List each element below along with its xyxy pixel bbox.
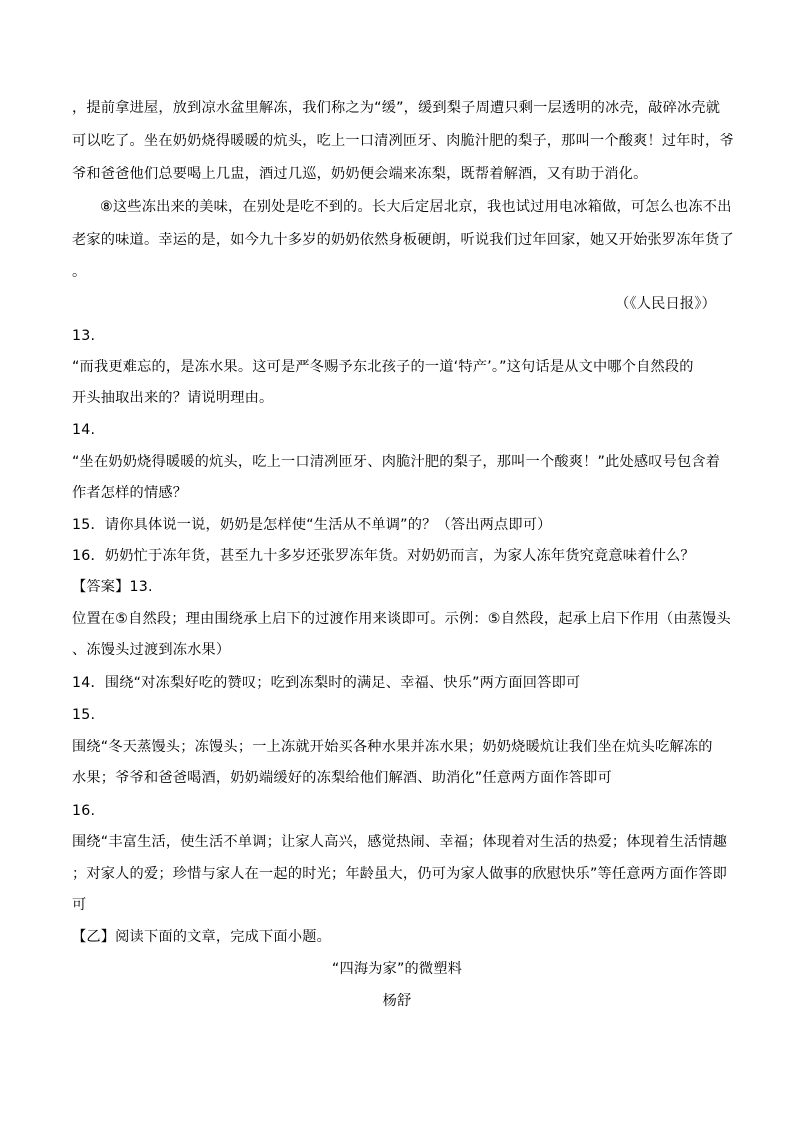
question-16: 16．奶奶忙于冻年货，甚至九十多岁还张罗冻年货。对奶奶而言，为家人冻年货究竟意味着什么？ — [72, 548, 695, 564]
answer-15-line2: 水果；爷爷和爸爸喝酒，奶奶端缓好的冻梨给他们解酒、助消化”任意两方面作答即可 — [72, 770, 612, 786]
answer-15-line1: 围绕“冬天蒸馒头；冻馒头；一上冻就开始买各种水果并冻水果；奶奶烧暖炕让我们坐在炕头吃解冻的 — [72, 739, 713, 755]
passage-p1-line1: ，提前拿进屋，放到凉水盆里解冻，我们称之为“缓”，缓到梨子周遭只剩一层透明的冰壳，敲碎冰壳就 — [72, 100, 721, 116]
passage-p8-line2: 老家的味道。幸运的是，如今九十多岁的奶奶依然身板硬朗，听说我们过年回家，她又开始张罗冻年货了 — [72, 232, 734, 248]
question-13-number: 13. — [72, 328, 96, 344]
answer-13-line1: 位置在⑤自然段；理由围绕承上启下的过渡作用来谈即可。示例：⑤自然段，起承上启下作用（由蒸馒头 — [72, 611, 731, 627]
question-15: 15．请你具体说一说，奶奶是怎样使“生活从不单调”的？（答出两点即可） — [72, 517, 552, 533]
passage-p1-line3: 爷和爸爸他们总要喝上几盅，酒过几巡，奶奶便会端来冻梨，既帮着解酒，又有助于消化。 — [72, 166, 648, 182]
section-intro: 【乙】阅读下面的文章，完成下面小题。 — [72, 929, 331, 945]
question-14-line1: “坐在奶奶烧得暖暖的炕头，吃上一口清冽匝牙、肉脆汁肥的梨子，那叫一个酸爽！”此处感叹号包含着 — [72, 454, 721, 470]
answer-14: 14．围绕“对冻梨好吃的赞叹；吃到冻梨时的满足、幸福、快乐”两方面回答即可 — [72, 675, 581, 691]
answer-15-number: 15. — [72, 707, 96, 723]
question-14-number: 14. — [72, 422, 96, 438]
question-13-line1: “而我更难忘的，是冻水果。这可是严冬赐予东北孩子的一道‘特产’。”这句话是从文中哪个自然段的 — [72, 359, 694, 375]
answer-13-line2: 、冻馒头过渡到冻水果） — [72, 642, 231, 658]
question-14-line2: 作者怎样的情感？ — [72, 485, 188, 501]
passage-source: （《人民日报》） — [615, 296, 716, 312]
answer-16-line3: 可 — [72, 897, 87, 913]
answer-header: 【答案】13. — [72, 579, 153, 595]
answer-16-line2: ；对家人的爱；珍惜与家人在一起的时光；年龄虽大，仍可为家人做事的欣慰快乐”等任意两方面作答即 — [72, 866, 727, 882]
answer-16-number: 16. — [72, 803, 96, 819]
article-title: “四海为家”的微塑料 — [331, 961, 463, 977]
answer-16-line1: 围绕“丰富生活，使生活不单调；让家人高兴，感觉热闹、幸福；体现着对生活的热爱；体现着生活情趣 — [72, 834, 727, 850]
question-13-line2: 开头抽取出来的？请说明理由。 — [72, 390, 274, 406]
passage-p8-line3: 。 — [72, 264, 87, 280]
article-author: 杨舒 — [382, 993, 412, 1009]
passage-p1-line2: 可以吃了。坐在奶奶烧得暖暖的炕头，吃上一口清冽匝牙、肉脆汁肥的梨子，那叫一个酸爽！过年时，爷 — [72, 133, 734, 149]
passage-p8-line1: ⑧这些冻出来的美味，在别处是吃不到的。长大后定居北京，我也试过用电冰箱做，可怎么也冻不出 — [100, 199, 732, 215]
